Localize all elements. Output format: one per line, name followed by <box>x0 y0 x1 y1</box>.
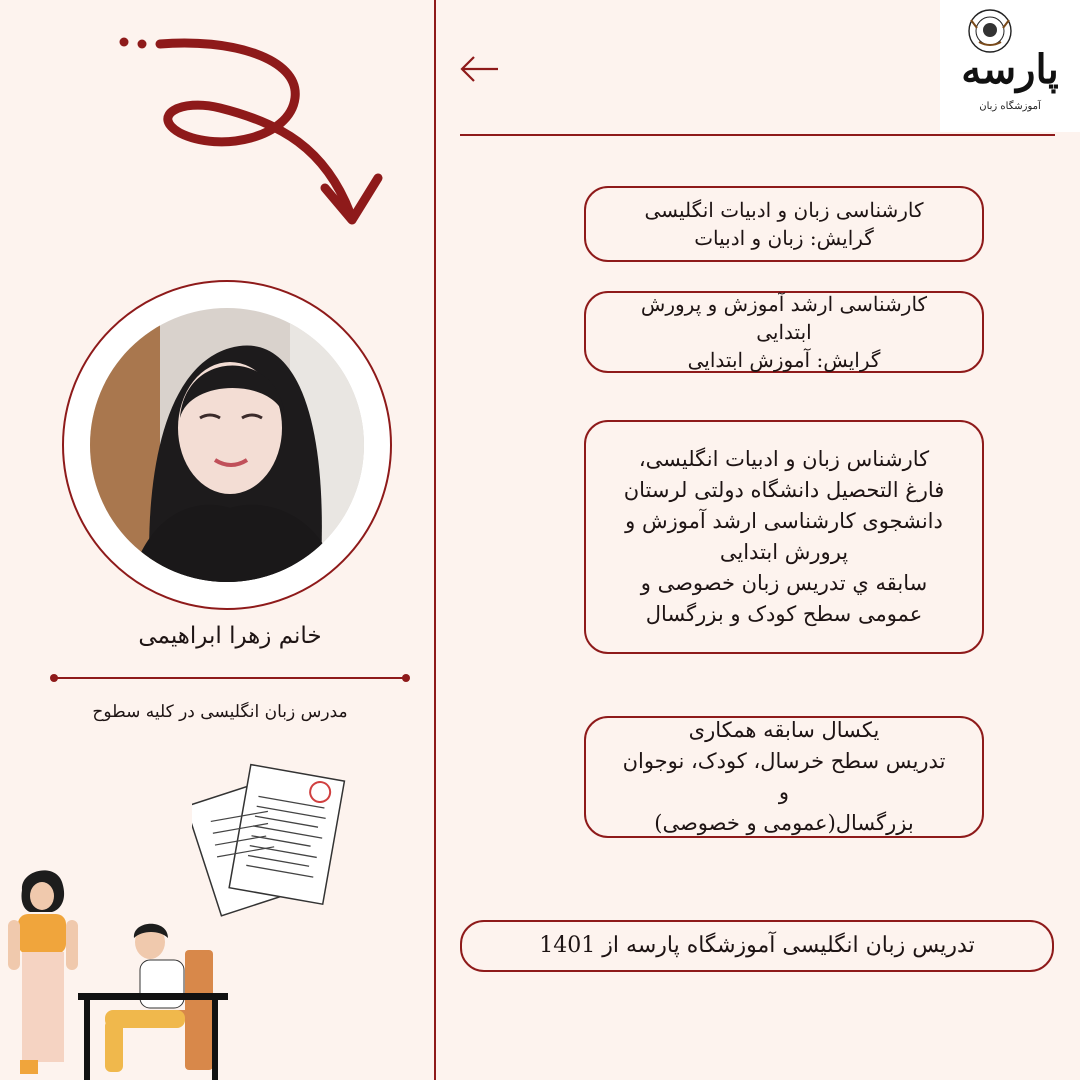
card-line: بزرگسال(عمومی و خصوصی) <box>654 811 914 835</box>
arrow-left-icon[interactable] <box>458 52 502 86</box>
name-divider <box>50 672 410 684</box>
card-line: تدریس سطح خرسال، کودک، نوجوان و <box>622 749 946 804</box>
experience-card <box>584 716 984 838</box>
vertical-divider <box>434 0 436 1080</box>
profile-summary-card <box>584 420 984 654</box>
card-line: پرورش ابتدایی <box>719 540 849 564</box>
teaching-since-card <box>460 920 1054 972</box>
card-line: سابقه ي تدریس زبان خصوصی و <box>640 571 928 595</box>
card-line: کارشناسی ارشد آموزش و پرورش ابتدایی <box>640 292 928 344</box>
profile-photo <box>90 308 364 582</box>
logo-subtitle: آموزشگاه زبان <box>979 101 1041 112</box>
card-line: فارغ التحصیل دانشگاه دولتی لرستان <box>623 478 945 502</box>
degree-bachelor-card <box>584 186 984 262</box>
teacher-student-illustration <box>0 860 240 1080</box>
footer-text: تدریس زبان انگلیسی آموزشگاه پارسه از 1401 <box>539 933 975 958</box>
teacher-name: خانم زهرا ابراهیمی <box>138 623 322 649</box>
card-line: عمومی سطح کودک و بزرگسال <box>645 602 923 626</box>
degree-master-card <box>584 291 984 373</box>
card-line: گرایش: آموزش ابتدایی <box>687 348 881 372</box>
header-divider <box>460 134 1055 136</box>
logo-name: پارسه <box>961 46 1059 93</box>
card-line: کارشناسی زبان و ادبیات انگلیسی <box>644 198 924 222</box>
swirl-arrow-icon <box>110 28 400 238</box>
card-line: دانشجوی کارشناسی ارشد آموزش و <box>625 509 943 533</box>
brand-logo <box>940 0 1080 132</box>
card-line: یکسال سابقه همکاری <box>688 718 880 742</box>
teacher-role: مدرس زبان انگلیسی در کلیه سطوح <box>92 702 348 722</box>
card-line: کارشناس زبان و ادبیات انگلیسی، <box>638 447 930 471</box>
card-line: گرایش: زبان و ادبیات <box>694 226 874 250</box>
